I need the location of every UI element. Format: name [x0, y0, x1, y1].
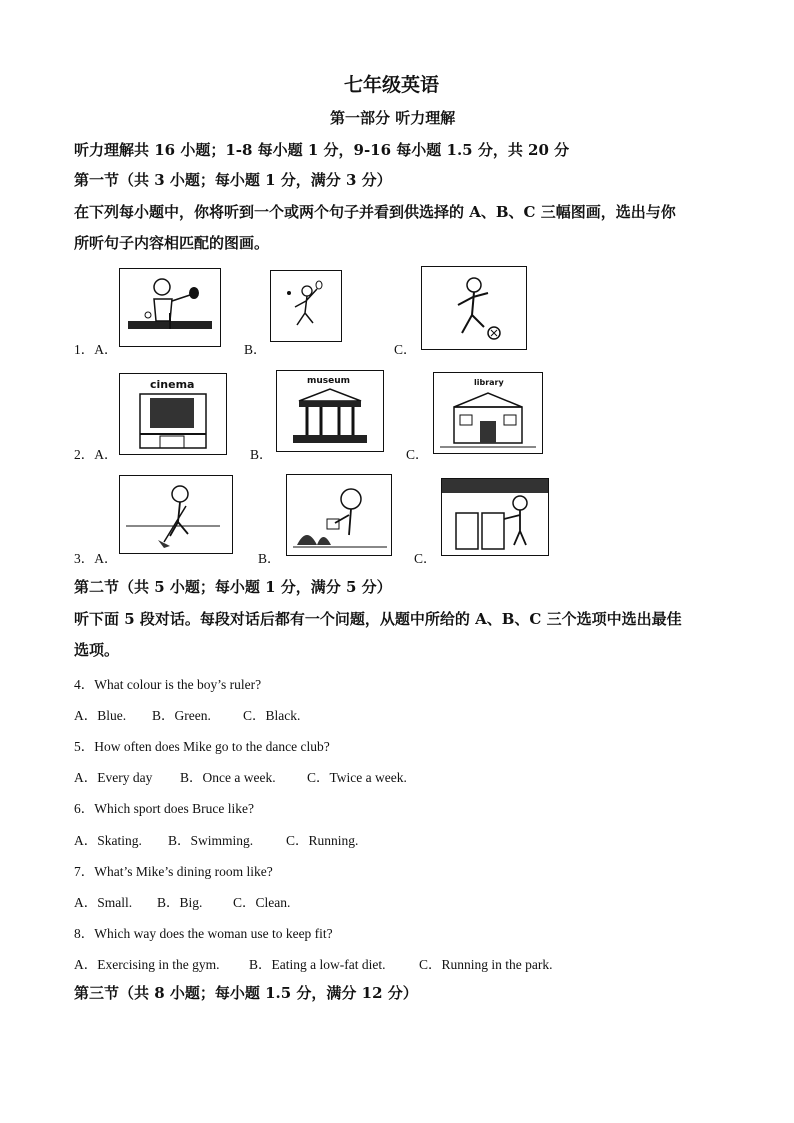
question-8-option-b[interactable]: B．Eating a low-fat diet. [249, 957, 386, 972]
question-4-option-b[interactable]: B．Green. [152, 708, 211, 723]
library-caption: library [474, 378, 504, 387]
question-3-label: 3．A． [74, 551, 118, 566]
cinema-icon[interactable] [119, 373, 227, 455]
question-3-option-c-label: C． [414, 551, 437, 566]
question-4-option-a[interactable]: A．Blue. [74, 708, 127, 723]
question-2-option-b-label: B． [250, 447, 273, 462]
library-icon[interactable] [433, 372, 543, 454]
question-6-text: 6．Which sport does Bruce like? [74, 801, 254, 816]
question-6-option-c[interactable]: C．Running. [286, 833, 359, 848]
part-heading: 第一部分 听力理解 [330, 109, 456, 127]
question-6-option-b[interactable]: B．Swimming. [168, 833, 254, 848]
question-4-option-c[interactable]: C．Black. [243, 708, 301, 723]
question-5-text: 5．How often does Mike go to the dance club? [74, 739, 330, 754]
section2-instruction: 听下面 5 段对话。每段对话后都有一个问题，从题中所给的 A、B、C 三个选项中选出最佳 [74, 610, 682, 628]
section2-heading: 第二节（共 5 小题；每小题 1 分，满分 5 分） [74, 578, 392, 596]
question-7-option-a[interactable]: A．Small. [74, 895, 133, 910]
section1-heading: 第一节（共 3 小题；每小题 1 分，满分 3 分） [74, 171, 392, 189]
question-7-option-b[interactable]: B．Big. [157, 895, 203, 910]
question-5-option-a[interactable]: A．Every day [74, 770, 153, 785]
question-3-option-b-label: B． [258, 551, 281, 566]
section1-instruction: 在下列每小题中，你将听到一个或两个句子并看到供选择的 A、B、C 三幅图画，选出与你 [74, 203, 676, 221]
cinema-caption: cinema [150, 378, 195, 391]
question-8-option-a[interactable]: A．Exercising in the gym. [74, 957, 220, 972]
badminton-icon[interactable] [270, 270, 342, 342]
sweeping-icon[interactable] [119, 475, 233, 554]
page-title: 七年级英语 [344, 74, 440, 96]
question-8-text: 8．Which way does the woman use to keep fit? [74, 926, 333, 941]
question-1-option-b-label: B． [244, 342, 267, 357]
table-tennis-icon[interactable] [119, 268, 221, 347]
question-6-option-a[interactable]: A．Skating. [74, 833, 142, 848]
museum-caption: museum [307, 376, 351, 386]
question-2-option-c-label: C． [406, 447, 429, 462]
question-1-option-c-label: C． [394, 342, 417, 357]
soccer-icon[interactable] [421, 266, 527, 350]
question-2-label: 2．A． [74, 447, 118, 462]
section2-instruction-cont: 选项。 [74, 641, 120, 659]
question-8-option-c[interactable]: C．Running in the park. [419, 957, 553, 972]
museum-icon[interactable] [276, 370, 384, 452]
question-1-label: 1．A． [74, 342, 118, 357]
question-5-option-b[interactable]: B．Once a week. [180, 770, 276, 785]
question-5-option-c[interactable]: C．Twice a week. [307, 770, 407, 785]
question-7-option-c[interactable]: C．Clean. [233, 895, 291, 910]
recycling-icon[interactable] [441, 478, 549, 556]
watering-plants-icon[interactable] [286, 474, 392, 556]
section3-heading: 第三节（共 8 小题；每小题 1.5 分，满分 12 分） [74, 984, 418, 1002]
section1-instruction-cont: 所听句子内容相匹配的图画。 [74, 234, 270, 252]
listening-summary: 听力理解共 16 小题；1-8 每小题 1 分，9-16 每小题 1.5 分，共 20 分 [74, 141, 570, 159]
question-7-text: 7．What’s Mike’s dining room like? [74, 864, 273, 879]
question-4-text: 4．What colour is the boy’s ruler? [74, 677, 262, 692]
